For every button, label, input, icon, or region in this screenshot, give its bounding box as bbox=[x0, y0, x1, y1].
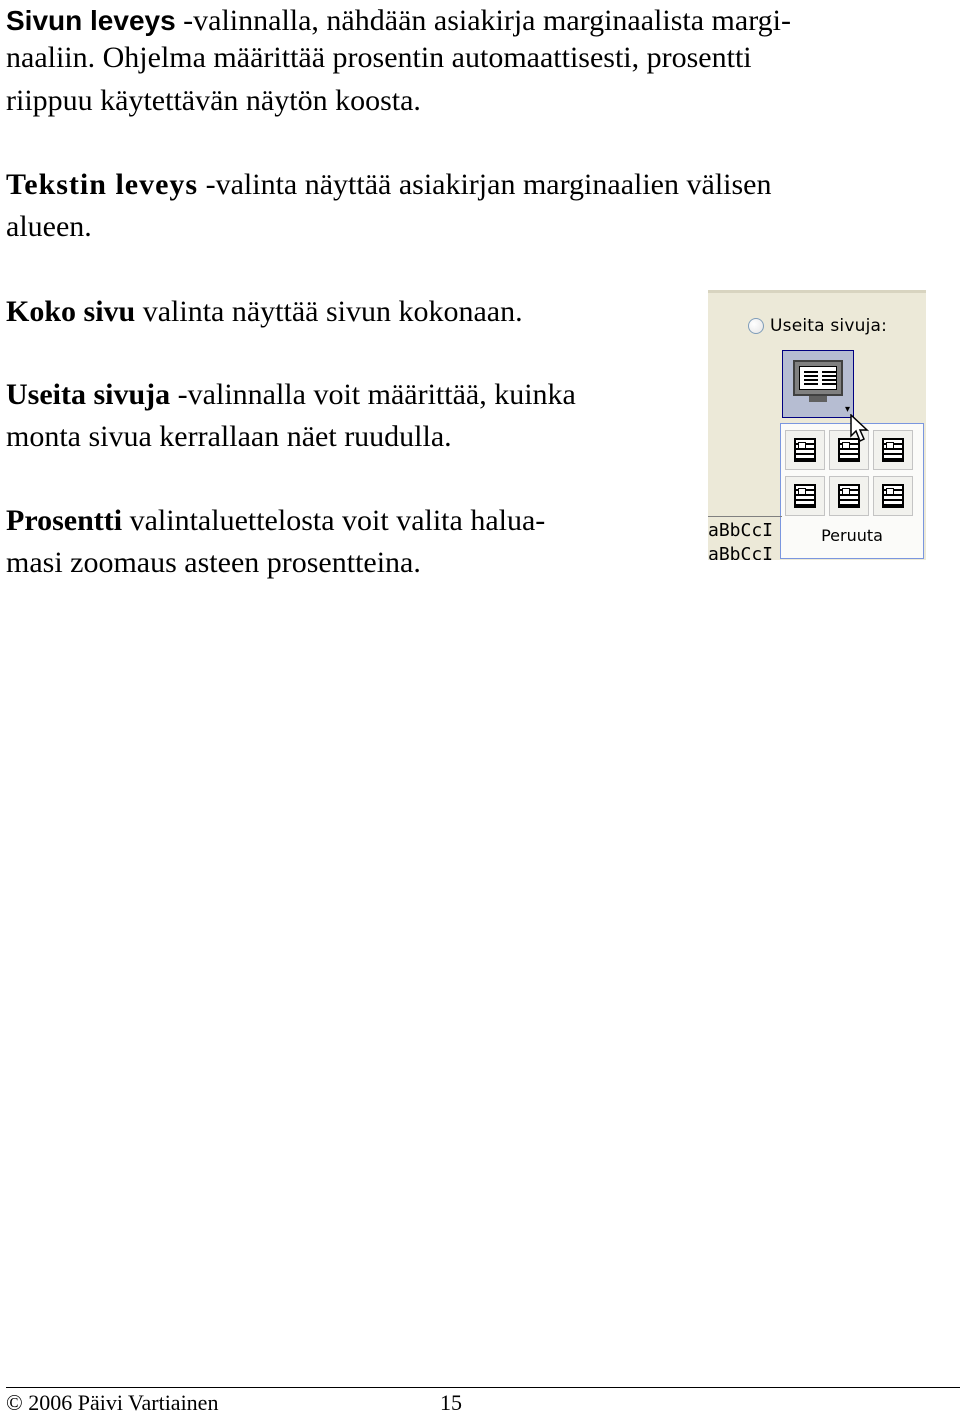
chevron-down-icon[interactable]: ▾ bbox=[844, 404, 850, 415]
cancel-button[interactable]: Peruuta bbox=[821, 526, 883, 545]
term-sivun-leveys: Sivun leveys bbox=[6, 5, 176, 36]
term-prosentti: Prosentti bbox=[6, 504, 123, 537]
paragraph-text: -valinnalla voit määrittää, kuinka bbox=[170, 378, 576, 411]
paragraph-text: -valinta näyttää asiakirjan marginaalien välisen bbox=[198, 168, 772, 201]
divider bbox=[708, 516, 782, 517]
paragraph-line: monta sivua kerrallaan näet ruudulla. bbox=[6, 420, 452, 453]
mouse-pointer-icon bbox=[850, 414, 874, 444]
paragraph-text: valintaluettelosta voit valita halua- bbox=[122, 504, 546, 537]
dialog-edge bbox=[708, 290, 926, 293]
grid-cell-1x3[interactable] bbox=[873, 430, 913, 470]
page-layout-icon bbox=[794, 438, 816, 462]
pages-grid bbox=[785, 430, 913, 516]
monitor-stand bbox=[809, 396, 827, 402]
grid-cell-2x1[interactable] bbox=[785, 476, 825, 516]
preview-text-line: aBbCcI bbox=[708, 520, 774, 541]
page-layout-icon bbox=[882, 438, 904, 462]
paragraph-line: masi zoomaus asteen prosentteina. bbox=[6, 546, 421, 579]
footer-rule bbox=[6, 1387, 960, 1388]
multiple-pages-option[interactable] bbox=[748, 316, 887, 336]
term-useita-sivuja: Useita sivuja bbox=[6, 378, 171, 411]
paragraph-useita-sivuja bbox=[6, 374, 576, 416]
paragraph-line: riippuu käytettävän näytön koosta. bbox=[6, 84, 421, 117]
footer-copyright: © 2006 Päivi Vartiainen bbox=[6, 1390, 219, 1415]
paragraph-text: -valinnalla, nähdään asiakirja marginaalista margi- bbox=[175, 4, 791, 37]
paragraph-koko-sivu bbox=[6, 291, 523, 333]
multiple-pages-icon bbox=[793, 360, 843, 396]
grid-cell-2x3[interactable] bbox=[873, 476, 913, 516]
paragraph-sivun-leveys bbox=[6, 0, 791, 42]
paragraph-prosentti bbox=[6, 500, 545, 542]
grid-cell-2x2[interactable] bbox=[829, 476, 869, 516]
page-layout-icon bbox=[838, 484, 860, 508]
multiple-pages-button[interactable] bbox=[782, 350, 854, 418]
paragraph-line: alueen. bbox=[6, 210, 92, 243]
preview-text-line: aBbCcI bbox=[708, 544, 774, 560]
term-tekstin-leveys: Tekstin leveys bbox=[6, 168, 199, 201]
zoom-dialog-screenshot bbox=[708, 290, 926, 560]
page-layout-icon bbox=[794, 484, 816, 508]
grid-cell-1x1[interactable] bbox=[785, 430, 825, 470]
paragraph-text: valinta näyttää sivun kokonaan. bbox=[135, 295, 523, 328]
paragraph-line: naaliin. Ohjelma määrittää prosentin automaattisesti, prosentti bbox=[6, 41, 752, 74]
page-number: 15 bbox=[440, 1390, 462, 1415]
multiple-pages-radio[interactable] bbox=[748, 318, 764, 334]
term-koko-sivu: Koko sivu bbox=[6, 295, 136, 328]
multiple-pages-label: Useita sivuja: bbox=[770, 316, 888, 336]
paragraph-tekstin-leveys bbox=[6, 164, 771, 206]
page-layout-icon bbox=[882, 484, 904, 508]
